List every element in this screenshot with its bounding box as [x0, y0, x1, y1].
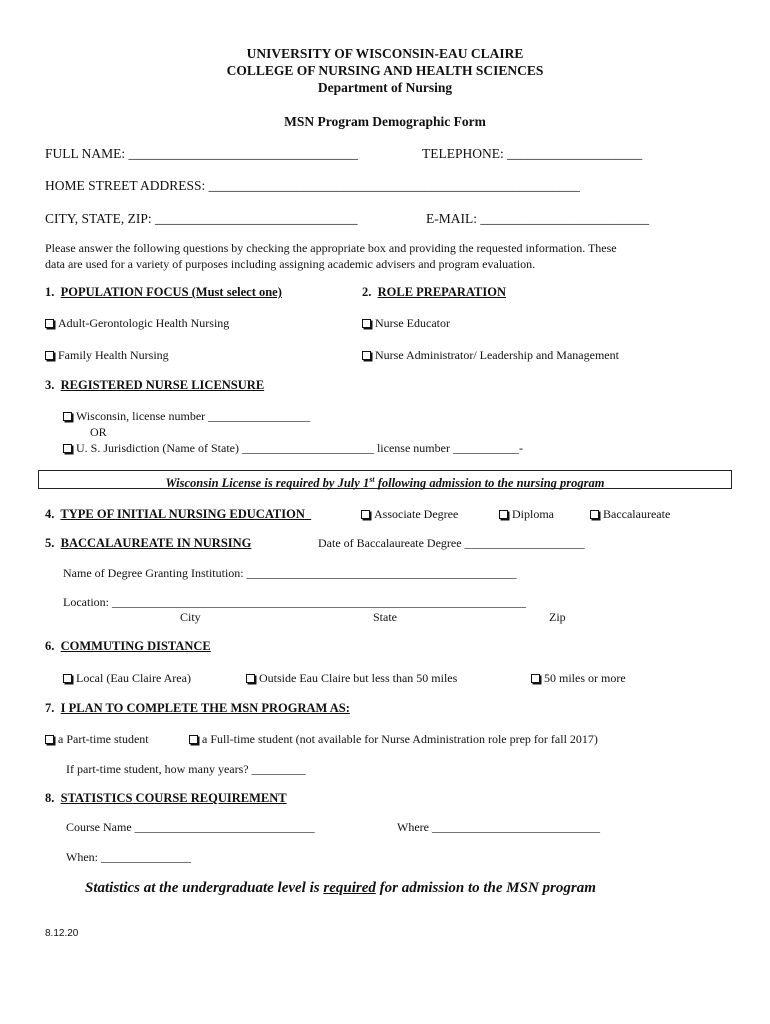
option-label: 50 miles or more: [544, 671, 626, 685]
option-label: Family Health Nursing: [58, 348, 169, 362]
section-2-heading: [362, 285, 506, 300]
course-where-field[interactable]: Where ____________________________: [397, 820, 600, 834]
other-jurisdiction-label: U. S. Jurisdiction (Name of State) ______________________ license number ___________-: [76, 441, 523, 455]
course-when-field[interactable]: When: _______________: [66, 850, 191, 864]
section-2-title: ROLE PREPARATION: [377, 285, 506, 299]
baccalaureate-date-field[interactable]: Date of Baccalaureate Degree ____________________: [318, 536, 585, 550]
note-emphasis: required: [323, 880, 376, 896]
option-label: Nurse Educator: [375, 316, 450, 330]
option-baccalaureate[interactable]: [590, 507, 670, 522]
city-state-zip-field[interactable]: CITY, STATE, ZIP: ______________________________: [45, 211, 358, 226]
option-label: Adult-Gerontologic Health Nursing: [58, 316, 230, 330]
checkbox-icon[interactable]: [362, 319, 371, 328]
option-associate-degree[interactable]: [361, 507, 458, 522]
banner-text-after: following admission to the nursing program: [374, 476, 605, 491]
option-other-jurisdiction[interactable]: [63, 441, 523, 456]
telephone-field[interactable]: TELEPHONE: ____________________: [422, 146, 643, 161]
section-6-title: COMMUTING DISTANCE: [60, 639, 211, 653]
option-wisconsin-license[interactable]: [63, 409, 310, 424]
banner-sup: st: [369, 475, 375, 484]
instructions-line-2: data are used for a variety of purposes including assigning academic advisers and program evaluation.: [45, 257, 536, 271]
institution-field[interactable]: Name of Degree Granting Institution: _____________________________________________: [63, 566, 517, 580]
course-name-field[interactable]: Course Name ______________________________: [66, 820, 315, 834]
section-1-heading: [45, 285, 282, 300]
zip-caption: Zip: [549, 610, 566, 624]
section-8-title: STATISTICS COURSE REQUIREMENT: [60, 791, 287, 805]
option-label: a Full-time student (not available for Nurse Administration role prep for fall 2017): [202, 732, 598, 746]
or-label: OR: [90, 425, 107, 439]
option-diploma[interactable]: [499, 507, 554, 522]
section-5-number: 5.: [45, 536, 55, 550]
checkbox-icon[interactable]: [590, 510, 599, 519]
section-6-number: 6.: [45, 639, 55, 653]
checkbox-icon[interactable]: [45, 351, 54, 360]
location-field[interactable]: Location: _____________________________________________________________________: [63, 595, 526, 609]
section-1-title: POPULATION FOCUS (Must select one): [60, 285, 282, 299]
checkbox-icon[interactable]: [63, 412, 72, 421]
banner-text-before: Wisconsin License is required by July 1: [165, 476, 370, 491]
option-part-time[interactable]: [45, 732, 149, 747]
option-label: Nurse Administrator/ Leadership and Management: [375, 348, 619, 362]
section-6-heading: [45, 639, 211, 654]
statistics-requirement-note: [85, 880, 596, 897]
checkbox-icon[interactable]: [45, 319, 54, 328]
option-nurse-educator[interactable]: [362, 316, 450, 331]
section-5-title: BACCALAUREATE IN NURSING: [60, 536, 252, 550]
checkbox-icon[interactable]: [63, 444, 72, 453]
option-label: Associate Degree: [374, 507, 459, 521]
section-7-title: I PLAN TO COMPLETE THE MSN PROGRAM AS:: [60, 701, 350, 715]
section-5-heading: [45, 536, 251, 551]
section-8-number: 8.: [45, 791, 55, 805]
note-after: for admission to the MSN program: [375, 880, 596, 896]
option-family-health[interactable]: [45, 348, 169, 363]
section-4-heading: [45, 507, 311, 522]
option-50-miles[interactable]: [531, 671, 626, 686]
option-nurse-administrator[interactable]: [362, 348, 619, 363]
option-label: Diploma: [512, 507, 554, 521]
checkbox-icon[interactable]: [361, 510, 370, 519]
checkbox-icon[interactable]: [189, 735, 198, 744]
option-label: Outside Eau Claire but less than 50 miles: [259, 671, 458, 685]
college-name: COLLEGE OF NURSING AND HEALTH SCIENCES: [226, 63, 544, 78]
section-8-heading: [45, 791, 287, 806]
checkbox-icon[interactable]: [499, 510, 508, 519]
option-local[interactable]: [63, 671, 191, 686]
checkbox-icon[interactable]: [362, 351, 371, 360]
section-2-number: 2.: [362, 285, 372, 299]
section-7-number: 7.: [45, 701, 55, 715]
checkbox-icon[interactable]: [63, 674, 72, 683]
section-3-title: REGISTERED NURSE LICENSURE: [60, 378, 265, 392]
option-label: a Part-time student: [58, 732, 149, 746]
home-address-field[interactable]: HOME STREET ADDRESS: _______________________________________________________: [45, 178, 580, 193]
section-4-title: TYPE OF INITIAL NURSING EDUCATION: [60, 507, 305, 521]
checkbox-icon[interactable]: [45, 735, 54, 744]
option-label: Local (Eau Claire Area): [76, 671, 191, 685]
full-name-field[interactable]: FULL NAME: __________________________________: [45, 146, 358, 161]
section-1-number: 1.: [45, 285, 55, 299]
form-title: MSN Program Demographic Form: [284, 114, 486, 129]
instructions-line-1: Please answer the following questions by checking the appropriate box and providing the requested information. These: [45, 241, 617, 255]
wisconsin-license-label: Wisconsin, license number _________________: [76, 409, 311, 423]
note-before: Statistics at the undergraduate level is: [85, 880, 324, 896]
part-time-years-field[interactable]: If part-time student, how many years? _________: [66, 762, 306, 776]
section-4-number: 4.: [45, 507, 55, 521]
checkbox-icon[interactable]: [531, 674, 540, 683]
state-caption: State: [373, 610, 397, 624]
email-field[interactable]: E-MAIL: _________________________: [426, 211, 650, 226]
city-caption: City: [180, 610, 201, 624]
checkbox-icon[interactable]: [246, 674, 255, 683]
option-label: Baccalaureate: [603, 507, 671, 521]
university-name: UNIVERSITY OF WISCONSIN-EAU CLAIRE: [246, 46, 524, 61]
option-outside-eau-claire[interactable]: [246, 671, 457, 686]
section-3-heading: [45, 378, 264, 393]
section-3-number: 3.: [45, 378, 55, 392]
option-full-time[interactable]: [189, 732, 598, 747]
option-adult-gerontologic[interactable]: [45, 316, 229, 331]
license-requirement-banner: [38, 470, 732, 489]
section-7-heading: [45, 701, 350, 716]
form-version: 8.12.20: [45, 928, 79, 939]
department-name: Department of Nursing: [317, 80, 453, 95]
